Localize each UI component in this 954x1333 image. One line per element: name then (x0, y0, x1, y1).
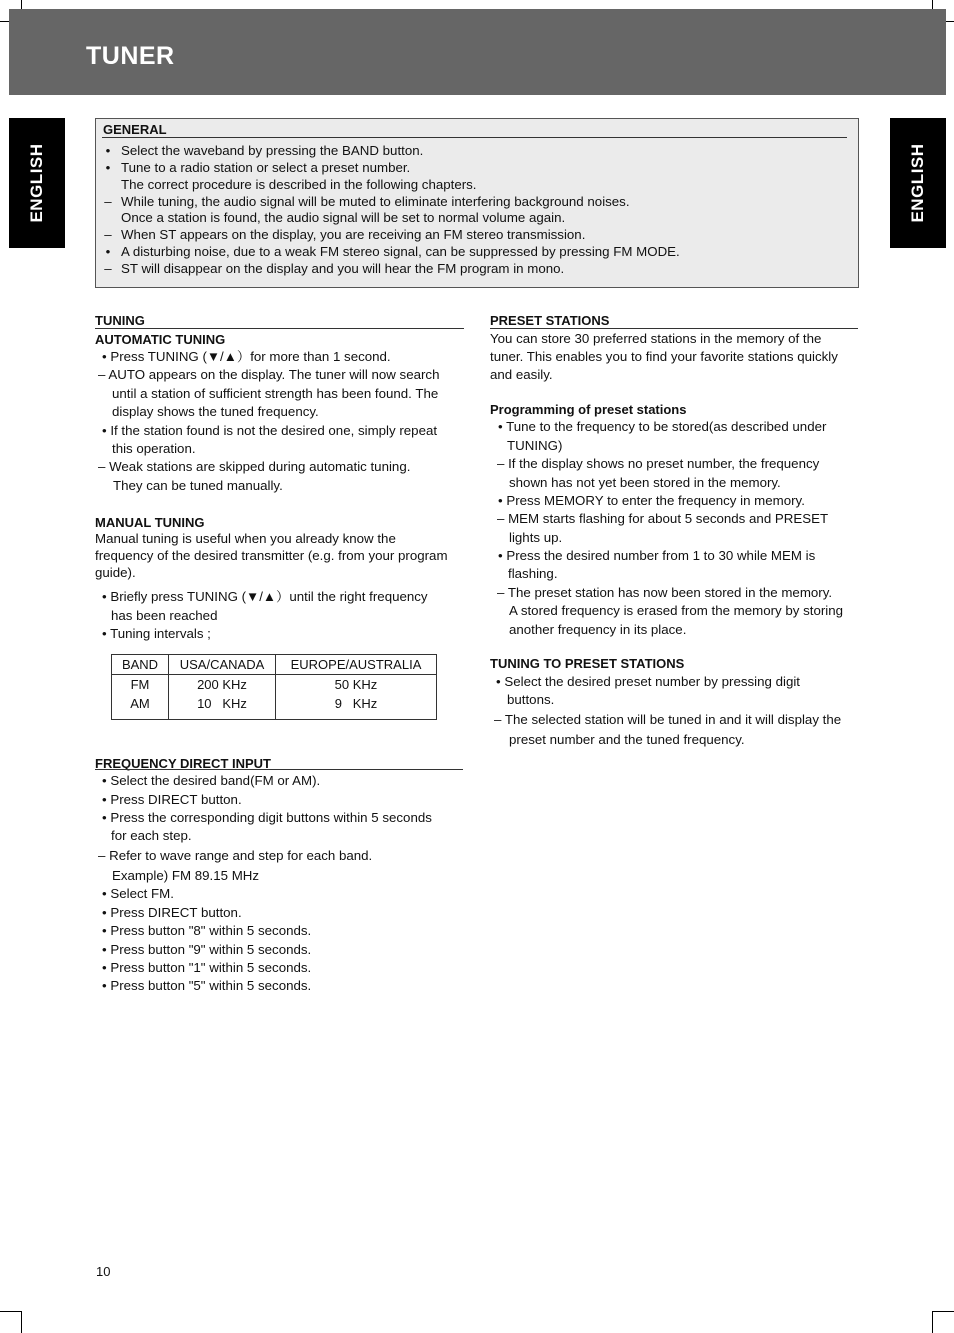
text-line: – The preset station has now been stored in the memory. (497, 585, 833, 600)
text-line: this operation. (112, 441, 196, 456)
subheading-manual-tuning: MANUAL TUNING (95, 515, 205, 530)
dash-marker: – (104, 261, 112, 276)
divider (490, 328, 858, 329)
text-line: buttons. (507, 692, 555, 707)
text-line: guide). (95, 565, 136, 580)
text-line: • Press DIRECT button. (102, 905, 242, 920)
divider (102, 137, 847, 138)
text-line: • Press button "1" within 5 seconds. (102, 960, 312, 975)
text-line: • Press the corresponding digit buttons within 5 seconds (102, 810, 432, 825)
crop-mark (932, 1311, 933, 1333)
tuning-intervals-table (111, 654, 437, 720)
divider (95, 769, 463, 770)
text-line: • Select FM. (102, 886, 174, 901)
bullet-marker: • (105, 160, 111, 175)
text-line: preset number and the tuned frequency. (509, 732, 745, 747)
text-line: • Press MEMORY to enter the frequency in memory. (498, 493, 805, 508)
language-tab-left (9, 118, 65, 248)
text-line: Example) FM 89.15 MHz (112, 868, 260, 883)
crop-mark (0, 1311, 21, 1312)
text-line: until a station of sufficient strength has been found. The (112, 386, 439, 401)
column-header: EUROPE/AUSTRALIA (276, 655, 437, 675)
crop-mark (932, 0, 933, 9)
text-line: • Briefly press TUNING (▼/▲）until the right frequency (102, 589, 428, 604)
text-line: shown has not yet been stored in the memory. (509, 475, 781, 490)
text-line: • Select the desired preset number by pressing digit (496, 674, 800, 689)
language-tab-label: ENGLISH (27, 143, 46, 223)
text-line: for each step. (111, 828, 192, 843)
text-line: They can be tuned manually. (113, 478, 283, 493)
text-line: lights up. (509, 530, 563, 545)
text-line: flashing. (508, 566, 558, 581)
crop-mark (0, 21, 9, 22)
text-line: – Refer to wave range and step for each band. (98, 848, 373, 863)
column-header: BAND (112, 655, 169, 675)
table-cell: 50 KHz 9 KHz (276, 675, 437, 720)
table-cell: FM AM (112, 675, 169, 720)
subheading-programming-preset: Programming of preset stations (490, 402, 687, 417)
text-line: • Tuning intervals ; (102, 626, 211, 641)
text-line: frequency of the desired transmitter (e.g. from your program (95, 548, 448, 563)
table-cell: 200 KHz 10 KHz (169, 675, 276, 720)
text-line: – AUTO appears on the display. The tuner will now search (98, 367, 440, 382)
text-line: has been reached (111, 608, 218, 623)
text-line: display shows the tuned frequency. (112, 404, 319, 419)
text-line: • Select the desired band(FM or AM). (102, 773, 321, 788)
crop-mark (21, 1311, 22, 1333)
dash-marker: – (104, 227, 112, 242)
text-line: You can store 30 preferred stations in the memory of the (490, 331, 822, 346)
divider (95, 328, 464, 329)
text-line: A stored frequency is erased from the memory by storing (509, 603, 844, 618)
dash-marker: – (104, 194, 112, 209)
text-line: • Press button "9" within 5 seconds. (102, 942, 312, 957)
text-line: – Weak stations are skipped during automatic tuning. (98, 459, 411, 474)
page-title: TUNER (86, 42, 175, 70)
text-line: • Press the desired number from 1 to 30 while MEM is (498, 548, 816, 563)
crop-mark (932, 1311, 954, 1312)
text-line: – The selected station will be tuned in and it will display the (494, 712, 842, 727)
crop-mark (946, 21, 954, 22)
section-heading-tuning: TUNING (95, 313, 145, 328)
subheading-tuning-to-preset: TUNING TO PRESET STATIONS (490, 656, 685, 671)
text-line: – If the display shows no preset number, the frequency (497, 456, 820, 471)
text-line: • Press DIRECT button. (102, 792, 242, 807)
section-heading-frequency-direct: FREQUENCY DIRECT INPUT (95, 756, 271, 771)
page-number: 10 (96, 1264, 111, 1279)
text-line: • If the station found is not the desired one, simply repeat (102, 423, 438, 438)
table-row (112, 675, 437, 720)
text-line: Manual tuning is useful when you already know the (95, 531, 396, 546)
text-line: • Press TUNING (▼/▲）for more than 1 second. (102, 349, 391, 364)
bullet-marker: • (105, 143, 111, 158)
text-line: • Tune to the frequency to be stored(as described under (498, 419, 827, 434)
subheading-automatic-tuning: AUTOMATIC TUNING (95, 332, 226, 347)
text-line: TUNING) (507, 438, 563, 453)
text-line: tuner. This enables you to find your favorite stations quickly (490, 349, 838, 364)
text-line: • Press button "5" within 5 seconds. (102, 978, 312, 993)
general-box: GENERAL • Select the waveband by pressing the BAND button. • Tune to a radio station or select a preset number. The correct procedure is described in the following chapters. – While tuning, the audio signal will be muted to eliminate interfering background noises. Once a station is found, the audio signal will be set to normal volume again. – When ST appears on the display, you are receiving an FM stereo transmission. • A disturbing noise, due to a weak FM stereo signal, can be suppressed by pressing FM MODE. – ST will disappear on the display and you will hear the FM program in mono. (95, 118, 859, 288)
language-tab-right (890, 118, 946, 248)
crop-mark (21, 0, 22, 9)
text-line: • Press button "8" within 5 seconds. (102, 923, 312, 938)
language-tab-label: ENGLISH (908, 143, 927, 223)
column-header: USA/CANADA (169, 655, 276, 675)
section-heading-preset-stations: PRESET STATIONS (490, 313, 610, 328)
bullet-marker: • (105, 244, 111, 259)
text-line: and easily. (490, 367, 553, 382)
table-header-row (112, 655, 437, 675)
text-line: – MEM starts flashing for about 5 seconds and PRESET (497, 511, 829, 526)
text-line: another frequency in its place. (509, 622, 687, 637)
general-title: GENERAL (103, 122, 167, 137)
